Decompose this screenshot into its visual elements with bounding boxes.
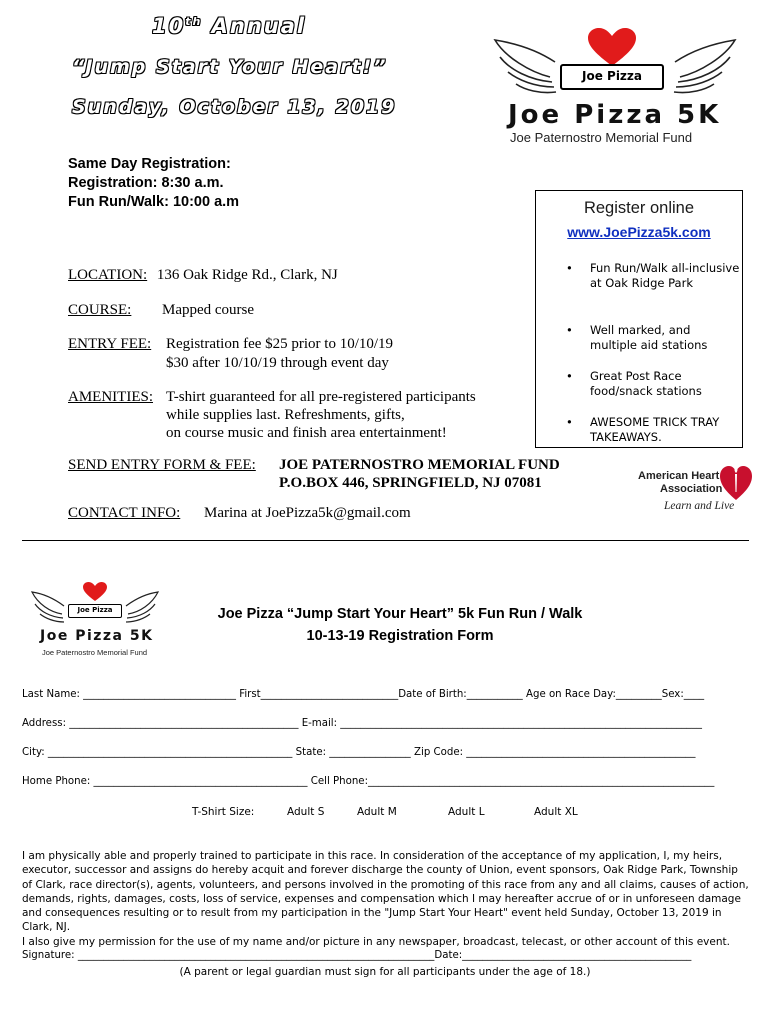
small-logo-subtitle: Joe Paternostro Memorial Fund (42, 648, 148, 657)
bullet-item: • Well marked, and multiple aid stations (566, 323, 708, 352)
logo-badge (560, 64, 664, 90)
aha-logo (634, 462, 754, 518)
joe-pizza-logo (490, 22, 740, 152)
small-heart-icon (82, 582, 108, 602)
amenities-label: AMENITIES: (68, 389, 153, 405)
same-day-registration: Same Day Registration: (68, 156, 231, 172)
waiver-text (22, 849, 750, 949)
aha-line1: American Heart (638, 470, 720, 482)
bullet-dot: • (566, 369, 573, 383)
tshirt-size-option[interactable]: Adult L (448, 806, 485, 818)
edition-word: Annual (211, 14, 307, 38)
send-entry-label: SEND ENTRY FORM & FEE: (68, 457, 256, 473)
register-url-link[interactable]: www.JoePizza5k.com (567, 224, 711, 240)
section-divider (22, 540, 749, 541)
entry-fee-line1: Registration fee $25 prior to 10/10/19 (166, 336, 394, 352)
form-title-line2: 10-13-19 Registration Form (306, 628, 494, 644)
signature-date-row[interactable]: Signature: ______________________________________________________________________Date:_____________________________________________ (22, 950, 692, 961)
permission-paragraph: I also give my permission for the use of my name and/or picture in any newspaper, broadcast, telecast, or other account of this event. (22, 935, 730, 948)
edition-number: 10 (152, 14, 186, 38)
contact-value: Marina at JoePizza5k@gmail.com (204, 505, 411, 521)
bullet-item: • AWESOME TRICK TRAY TAKEAWAYS. (566, 415, 720, 444)
small-logo-badge (68, 604, 122, 618)
bullet-dot: • (566, 261, 573, 275)
amenities-row (68, 388, 476, 441)
send-entry-line2: P.O.BOX 446, SPRINGFIELD, NJ 07081 (279, 475, 542, 491)
course-value: Mapped course (162, 302, 255, 318)
course-label: COURSE: (68, 302, 132, 318)
phone-row[interactable]: Home Phone: __________________________________________ Cell Phone:____________________________________________________________________ (22, 776, 715, 787)
bullet-item: • Great Post Race food/snack stations (566, 369, 702, 398)
amenities-line2: while supplies last. Refreshments, gifts, (166, 407, 405, 423)
tshirt-size-option[interactable]: Adult XL (534, 806, 578, 818)
schedule-block (68, 155, 239, 212)
tshirt-size-option[interactable]: Adult M (357, 806, 397, 818)
contact-label: CONTACT INFO: (68, 505, 181, 521)
small-logo-name: Joe Pizza 5K (40, 628, 154, 644)
contact-row (68, 505, 411, 522)
event-edition-heading (152, 14, 306, 38)
form-title-line1: Joe Pizza “Jump Start Your Heart” 5k Fun Run / Walk (217, 606, 583, 622)
fun-run-time: Fun Run/Walk: 10:00 a.m (68, 194, 240, 210)
logo-subtitle: Joe Paternostro Memorial Fund (510, 130, 693, 145)
aha-tagline: Learn and Live (664, 500, 735, 512)
event-title: “Jump Start Your Heart!” (72, 56, 388, 78)
amenities-line3: on course music and finish area entertainment! (166, 425, 447, 441)
name-dob-row[interactable]: Last Name: ______________________________ First___________________________Date of Birth:___________ Age on Race Day:_________Sex:____ (22, 689, 705, 700)
guardian-note: (A parent or legal guardian must sign for all participants under the age of 18.) (179, 966, 591, 978)
tshirt-label: T-Shirt Size: (192, 806, 255, 818)
logo-badge-text: Joe Pizza (582, 69, 642, 83)
address-email-row[interactable]: Address: _____________________________________________ E-mail: _______________________________________________________________________ (22, 718, 702, 729)
city-state-zip-row[interactable]: City: ________________________________________________ State: ________________ Zip Code: _____________________________________________ (22, 747, 696, 758)
register-box (535, 190, 743, 448)
joe-pizza-small-logo (30, 574, 160, 668)
entry-fee-row (68, 335, 394, 371)
heart-icon (586, 28, 638, 68)
bullet-dot: • (566, 323, 573, 337)
aha-heart-torch-icon (720, 462, 752, 502)
bullet-dot: • (566, 415, 573, 429)
event-date: Sunday, October 13, 2019 (72, 96, 397, 118)
form-title (170, 603, 630, 647)
send-entry-line1: JOE PATERNOSTRO MEMORIAL FUND (279, 457, 560, 473)
small-logo-badge-text: Joe Pizza (77, 606, 113, 614)
aha-line2: Association (660, 483, 723, 495)
location-value: 136 Oak Ridge Rd., Clark, NJ (156, 267, 338, 283)
location-row (68, 267, 338, 284)
tshirt-size-option[interactable]: Adult S (287, 806, 325, 818)
send-entry-row (68, 456, 560, 491)
amenities-line1: T-shirt guaranteed for all pre-registered participants (166, 389, 476, 405)
entry-fee-line2: $30 after 10/10/19 through event day (166, 355, 389, 371)
entry-fee-label: ENTRY FEE: (68, 336, 152, 352)
logo-name: Joe Pizza 5K (508, 100, 722, 130)
registration-time: Registration: 8:30 a.m. (68, 175, 224, 191)
waiver-paragraph: I am physically able and properly trained to participate in this race. In consideration of the acceptance of my application, I, my heirs, executor, successor and assigns do hereby acquit and forever discharge the county of Union, event sponsors, Oak Ridge Park, Township of Clark, race director(s), agents, volunteers, and persons involved in the promoting of this race from any and all claims, causes of action, demands, rights, damages, costs, loss of service, expenses and compensation which I may hereafter accrue of or in unforeseen damage and consequences resulting or to result from my participation in the "Jump Start Your Heart" event held Sunday, October 13, 2019 in Clark, NJ. (22, 850, 749, 934)
register-heading: Register online (583, 199, 695, 217)
bullet-item: • Fun Run/Walk all-inclusive at Oak Ridge Park (566, 261, 740, 290)
course-row (68, 302, 255, 319)
edition-suffix: th (185, 15, 203, 28)
location-label: LOCATION: (68, 267, 148, 283)
